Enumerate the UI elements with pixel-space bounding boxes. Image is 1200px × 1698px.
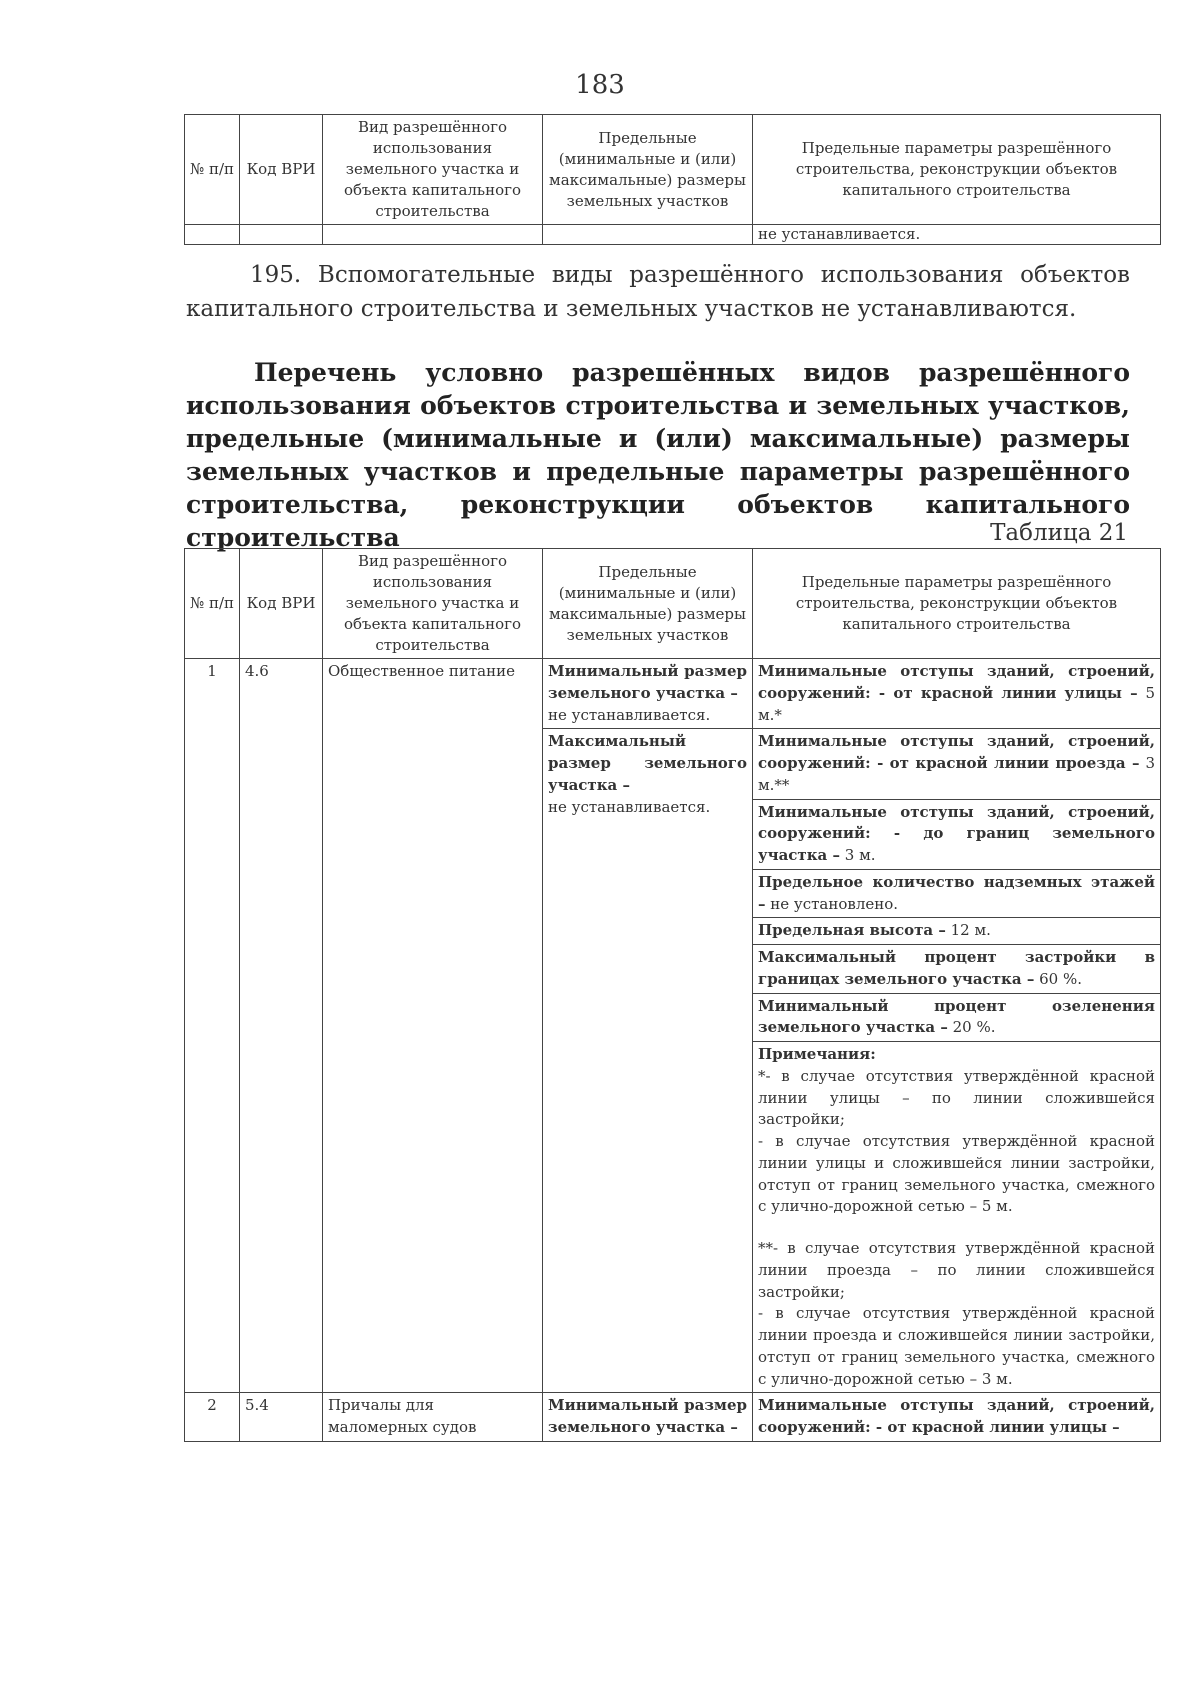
param-label: Минимальные отступы зданий, строений, сооружений: - от красной линии проезда – — [758, 732, 1155, 772]
table-row — [185, 225, 1161, 245]
param-value: 20 %. — [947, 1018, 996, 1037]
notes-title: Примечания: — [758, 1045, 876, 1063]
header-code: Код ВРИ — [240, 115, 323, 225]
continued-table — [184, 114, 1161, 245]
param-label: Минимальные отступы зданий, строений, сооружений: - до границ земельного участка – — [758, 802, 1155, 864]
header-use: Вид разрешённого использования земельного участка и объекта капитального строительства — [323, 549, 543, 659]
empty-cell — [543, 225, 753, 245]
row-num: 2 — [185, 1393, 240, 1442]
row-code: 5.4 — [240, 1393, 323, 1442]
row-use: Общественное питание — [323, 659, 543, 1393]
cell-text: не устанавливается. — [753, 225, 1161, 245]
param-label: Максимальный процент застройки в границах земельного участка – — [758, 948, 1155, 988]
paragraph-195: 195. Вспомогательные виды разрешённого использования объектов капитального строительства и земельных участков не устанавливаются. — [186, 262, 1130, 322]
table-label: Таблица 21 — [990, 520, 1128, 546]
table-row — [185, 1393, 1161, 1442]
min-size-cell — [543, 659, 753, 729]
page-number: 183 — [575, 70, 625, 100]
param-item — [753, 917, 1160, 944]
header-size: Предельные (минимальные и (или) максимальные) размеры земельных участков — [543, 549, 753, 659]
note-paragraph: - в случае отсутствия утверждённой красной линии улицы и сложившейся линии застройки, отступ от границ земельного участка, смежного с улично-дорожной сетью – 5 м. — [758, 1132, 1155, 1216]
empty-cell — [240, 225, 323, 245]
param-value: 3 м.** — [758, 754, 1156, 794]
table-header-row — [185, 549, 1161, 659]
param-item — [753, 869, 1160, 918]
table-21 — [184, 548, 1161, 1442]
param-value: не установлено. — [765, 894, 899, 913]
param-value: 3 м. — [840, 846, 876, 864]
header-use: Вид разрешённого использования земельного участка и объекта капитального строительства — [323, 115, 543, 225]
note-paragraph: *- в случае отсутствия утверждённой красной линии улицы – по линии сложившейся застройки; — [758, 1066, 1155, 1129]
param-value: 5 м.* — [758, 683, 1155, 724]
param-item — [753, 799, 1160, 869]
param-cell — [753, 659, 1161, 729]
max-size-label: Максимальный размер земельного участка – — [548, 732, 747, 794]
param-item — [753, 944, 1160, 993]
table-row — [185, 659, 1161, 729]
param-label: Предельная высота – — [758, 921, 946, 940]
param-label: Минимальные отступы зданий, строений, сооружений: - от красной линии улицы – — [758, 662, 1155, 702]
table-header-row — [185, 115, 1161, 225]
param-item — [753, 729, 1160, 798]
header-code: Код ВРИ — [240, 549, 323, 659]
note-paragraph: **- в случае отсутствия утверждённой красной линии проезда – по линии сложившейся застройки; — [758, 1239, 1155, 1301]
min-size-cell — [543, 1393, 753, 1442]
header-params: Предельные параметры разрешённого строительства, реконструкции объектов капитального строительства — [753, 115, 1161, 225]
row-use: Причалы для маломерных судов — [323, 1393, 543, 1442]
header-params: Предельные параметры разрешённого строительства, реконструкции объектов капитального строительства — [753, 549, 1161, 659]
min-size-label: Минимальный размер земельного участка – — [548, 662, 747, 702]
max-size-value: не устанавливается. — [548, 797, 711, 816]
note-paragraph: - в случае отсутствия утверждённой красной линии проезда и сложившейся линии застройки, отступ от границ земельного участка, смежного с улично-дорожной сетью – 3 м. — [758, 1304, 1155, 1388]
row-code: 4.6 — [240, 659, 323, 1393]
header-size: Предельные (минимальные и (или) максимальные) размеры земельных участков — [543, 115, 753, 225]
param-label: Предельное количество надземных этажей – — [758, 872, 1155, 913]
header-num: № п/п — [185, 115, 240, 225]
param-value: 60 %. — [1034, 969, 1082, 988]
param-value: 12 м. — [945, 921, 991, 940]
param-cell — [753, 1393, 1161, 1442]
header-num: № п/п — [185, 549, 240, 659]
param-item — [753, 993, 1160, 1042]
param-label: Минимальный процент озеленения земельного участка – — [758, 996, 1155, 1037]
max-size-cell — [543, 729, 753, 1393]
empty-cell — [185, 225, 240, 245]
param-stack — [753, 729, 1161, 1393]
empty-cell — [323, 225, 543, 245]
param-label: Минимальные отступы зданий, строений, сооружений: - от красной линии улицы – — [758, 1396, 1155, 1436]
section-title: Перечень условно разрешённых видов разрешённого использования объектов строительства и земельных участков, предельные (минимальные и (или) максимальные) размеры земельных участков и предельные параметры разрешённого строительства, реконструкции объектов капитального строительства — [186, 358, 1130, 552]
min-size-value: не устанавливается. — [548, 705, 711, 724]
min-size-label: Минимальный размер земельного участка – — [548, 1396, 747, 1436]
notes-block — [753, 1041, 1160, 1392]
row-num: 1 — [185, 659, 240, 1393]
